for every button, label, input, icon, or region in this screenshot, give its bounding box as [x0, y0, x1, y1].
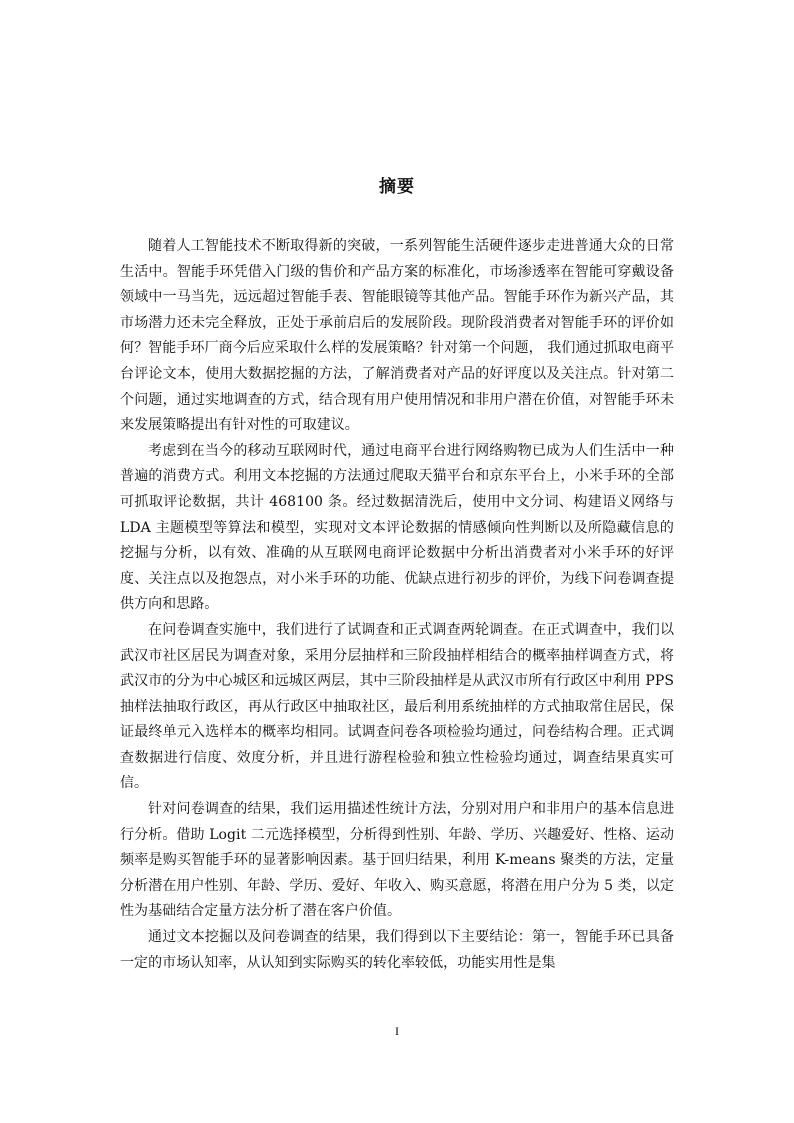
paragraph-2: 考虑到在当今的移动互联网时代，通过电商平台进行网络购物已成为人们生活中一种普遍的消费方式。利用文本挖掘的方法通过爬取天猫平台和京东平台上，小米手环的全部可抓取评论数据，共计 468100 条。经过数据清洗后，使用中文分词、构建语义网络与 LDA 主题模型等算法和模型，实现对文本评论数据的情感倾向性判断以及所隐藏信息的挖掘与分析，以有效、准确的从互联网电商评论数据中分析出消费者对小米手环的好评度、关注点以及抱怨点，对小米手环的功能、优缺点进行初步的评价，为线下问卷调查提供方向和思路。: [120, 442, 674, 613]
paragraph-5: 通过文本挖掘以及问卷调查的结果，我们得到以下主要结论：第一，智能手环已具备一定的市场认知率，从认知到实际购买的转化率较低，功能实用性是集: [120, 929, 674, 971]
abstract-title: 摘要: [379, 177, 415, 197]
abstract-body: [120, 234, 674, 976]
paragraph-4: 针对问卷调查的结果，我们运用描述性统计方法，分别对用户和非用户的基本信息进行分析。借助 Logit 二元选择模型，分析得到性别、年龄、学历、兴趣爱好、性格、运动频率是购买智能手环的显著影响因素。基于回归结果，利用 K-means 聚类的方法，定量分析潜在用户性别、年龄、学历、爱好、年收入、购买意愿，将潜在用户分为 5 类，以定性为基础结合定量方法分析了潜在客户价值。: [120, 801, 674, 920]
page-number: I: [395, 1024, 399, 1038]
paragraph-1: 随着人工智能技术不断取得新的突破，一系列智能生活硬件逐步走进普通大众的日常生活中。智能手环凭借入门级的售价和产品方案的标准化，市场渗透率在智能可穿戴设备领域中一马当先，远远超过智能手表、智能眼镜等其他产品。智能手环作为新兴产品，其市场潜力还未完全释放，正处于承前启后的发展阶段。现阶段消费者对智能手环的评价如何？智能手环厂商今后应采取什么样的发展策略？针对第一个问题， 我们通过抓取电商平台评论文本，使用大数据挖掘的方法，了解消费者对产品的好评度以及关注点。针对第二个问题，通过实地调查的方式，结合现有用户使用情况和非用户潜在价值，对智能手环未来发展策略提出有针对性的可取建议。: [120, 238, 674, 434]
paragraph-3: 在问卷调查实施中，我们进行了试调查和正式调查两轮调查。在正式调查中，我们以武汉市社区居民为调查对象，采用分层抽样和三阶段抽样相结合的概率抽样调查方式，将武汉市的分为中心城区和远城区两层，其中三阶段抽样是从武汉市所有行政区中利用 PPS 抽样法抽取行政区，再从行政区中抽取社区，最后利用系统抽样的方式抽取常住居民，保证最终单元入选样本的概率均相同。试调查问卷各项检验均通过，问卷结构合理。正式调查数据进行信度、效度分析，并且进行游程检验和独立性检验均通过，调查结果真实可信。: [120, 621, 674, 792]
